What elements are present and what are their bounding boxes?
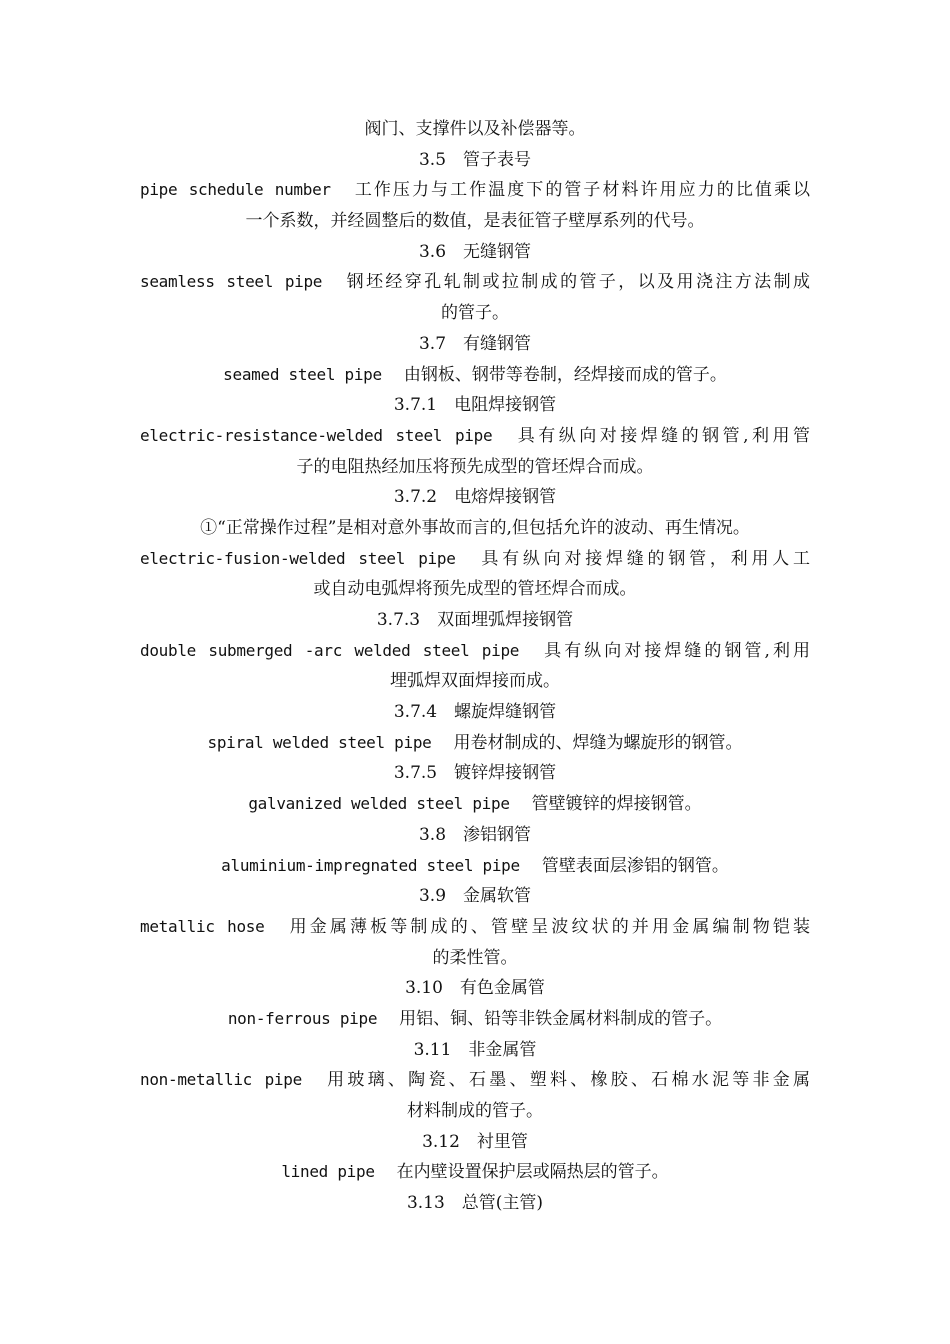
footnote: ①“正常操作过程”是相对意外事故而言的,但包括允许的波动、再生情况。 [200, 517, 750, 538]
definition-line [140, 728, 810, 759]
definition-line [140, 789, 810, 820]
document-page [140, 114, 810, 1219]
definition-text: 钢坯经穿孔轧制或拉制成的管子，以及用浇注方法制成 [344, 272, 810, 293]
definition-text: 管壁表面层渗铝的钢管。 [541, 855, 729, 876]
definition-line [140, 421, 810, 452]
section-heading-3-9: 3.9 金属软管 [418, 886, 532, 907]
section-heading-3-12: 3.12 衬里管 [422, 1131, 528, 1152]
definition-continuation: 的柔性管。 [432, 947, 518, 968]
definition-line [140, 267, 810, 298]
english-term: double submerged -arc welded steel pipe [140, 640, 520, 660]
definition-continuation: 的管子。 [441, 303, 509, 324]
text-line: 阀门、支撑件以及补偿器等。 [364, 119, 586, 139]
section-heading-3-5: 3.5 管子表号 [418, 149, 532, 170]
section-heading-3-7-4: 3.7.4 螺旋焊缝钢管 [393, 702, 557, 723]
definition-text: 工作压力与工作温度下的管子材料许用应力的比值乘以 [352, 180, 810, 201]
english-term: metallic hose [140, 916, 265, 936]
definition-line [140, 912, 810, 943]
definition-text: 管壁镀锌的焊接钢管。 [531, 794, 702, 815]
definition-continuation: 或自动电弧焊将预先成型的管坯焊合而成。 [313, 579, 637, 600]
definition-text: 用铝、铜、铅等非铁金属材料制成的管子。 [399, 1008, 723, 1029]
english-term: seamed steel pipe [223, 364, 382, 384]
english-term: non-metallic pipe [140, 1070, 302, 1090]
definition-text: 具有纵向对接焊缝的钢管,利用管 [514, 425, 810, 446]
definition-line [140, 1157, 810, 1188]
section-heading-3-6: 3.6 无缝钢管 [418, 241, 532, 262]
section-heading-3-7: 3.7 有缝钢管 [418, 333, 532, 354]
definition-text: 在内壁设置保护层或隔热层的管子。 [396, 1162, 669, 1183]
definition-text: 由钢板、钢带等卷制，经焊接而成的管子。 [403, 364, 727, 385]
english-term: non-ferrous pipe [227, 1008, 378, 1028]
definition-text: 用卷材制成的、焊缝为螺旋形的钢管。 [453, 732, 743, 753]
definition-text: 具有纵向对接焊缝的钢管,利用 [541, 640, 810, 661]
section-heading-3-10: 3.10 有色金属管 [405, 978, 545, 999]
english-term: galvanized welded steel pipe [248, 794, 510, 814]
section-heading-3-7-3: 3.7.3 双面埋弧焊接钢管 [376, 610, 574, 630]
definition-text: 具有纵向对接焊缝的钢管，利用人工 [477, 548, 810, 569]
definition-line [140, 851, 810, 882]
definition-line [140, 360, 810, 391]
section-heading-3-11: 3.11 非金属管 [413, 1039, 537, 1060]
section-heading-3-7-1: 3.7.1 电阻焊接钢管 [393, 395, 557, 416]
english-term: aluminium-impregnated steel pipe [221, 855, 520, 875]
section-heading-3-8: 3.8 渗铝钢管 [418, 824, 532, 845]
english-term: pipe schedule number [140, 180, 331, 200]
definition-text: 用金属薄板等制成的、管壁呈波纹状的并用金属编制物铠装 [286, 916, 810, 937]
english-term: seamless steel pipe [140, 272, 323, 292]
english-term: lined pipe [281, 1162, 375, 1182]
definition-line [140, 636, 810, 667]
english-term: electric-fusion-welded steel pipe [140, 548, 456, 568]
definition-continuation: 一个系数，并经圆整后的数值，是表征管子壁厚系列的代号。 [245, 211, 705, 232]
english-term: electric-resistance-welded steel pipe [140, 425, 493, 445]
section-heading-3-13: 3.13 总管(主管) [406, 1193, 544, 1214]
definition-line [140, 1004, 810, 1035]
definition-line [140, 1065, 810, 1096]
definition-line [140, 544, 810, 575]
definition-continuation: 材料制成的管子。 [407, 1101, 543, 1121]
definition-text: 用玻璃、陶瓷、石墨、塑料、橡胶、石棉水泥等非金属 [323, 1070, 810, 1091]
definition-line [140, 175, 810, 206]
section-heading-3-7-2: 3.7.2 电熔焊接钢管 [393, 487, 557, 508]
section-heading-3-7-5: 3.7.5 镀锌焊接钢管 [393, 763, 557, 784]
english-term: spiral welded steel pipe [207, 732, 432, 752]
definition-continuation: 埋弧焊双面焊接而成。 [390, 671, 560, 692]
definition-continuation: 子的电阻热经加压将预先成型的管坯焊合而成。 [296, 456, 654, 477]
